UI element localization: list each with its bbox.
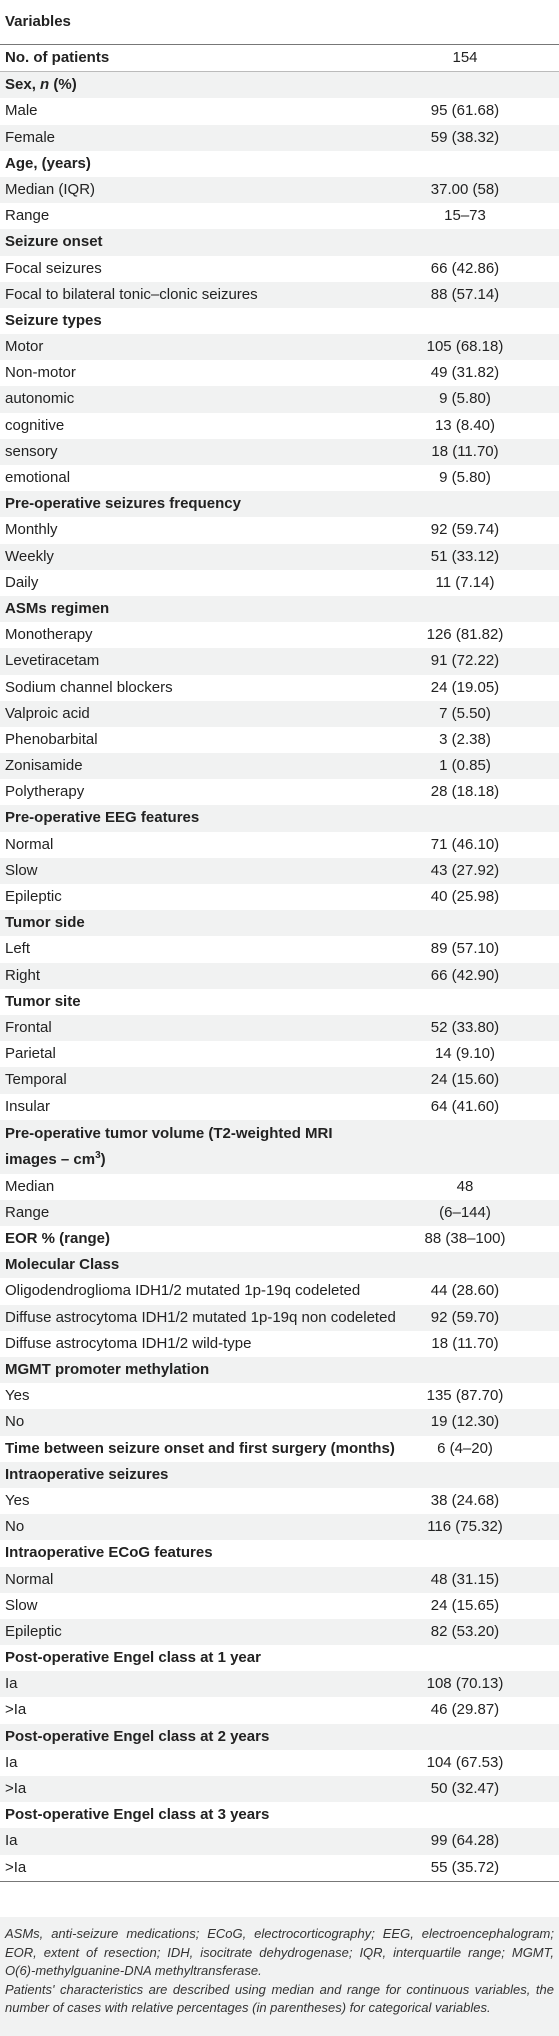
table-row	[0, 1462, 559, 1488]
row-label: Valproic acid	[5, 704, 90, 722]
row-value: 18 (11.70)	[431, 1334, 499, 1352]
row-value: 9 (5.80)	[439, 469, 491, 486]
table-row	[0, 256, 559, 282]
table-row	[0, 1067, 559, 1093]
row-label: Temporal	[5, 1071, 67, 1089]
row-label: Focal to bilateral tonic–clonic seizures	[5, 285, 258, 303]
row-label: Post-operative Engel class at 1 year	[5, 1649, 261, 1667]
row-label: Frontal	[5, 1018, 52, 1036]
row-label: Insular	[5, 1097, 51, 1115]
row-value: 64 (41.60)	[430, 1097, 500, 1115]
table-row	[0, 282, 559, 308]
table-row	[0, 1331, 559, 1357]
row-value: 92 (59.74)	[430, 521, 500, 539]
table-row	[0, 517, 559, 543]
table-row	[0, 727, 559, 753]
table-row	[0, 1200, 559, 1226]
row-value: 88 (38–100)	[424, 1230, 506, 1248]
row-value: 46 (29.87)	[430, 1701, 500, 1719]
table-row	[0, 334, 559, 360]
table-row	[0, 596, 559, 622]
row-value: 51 (33.12)	[430, 547, 500, 565]
row-value: 40 (25.98)	[430, 888, 500, 905]
row-label: Time between seizure onset and first surgery (months)	[5, 1439, 395, 1457]
table-row	[0, 1357, 559, 1383]
table-row	[0, 413, 559, 439]
table-row	[0, 622, 559, 648]
row-label: Right	[5, 966, 41, 984]
row-label: EOR % (range)	[5, 1230, 111, 1248]
table-row	[0, 648, 559, 674]
table-row	[0, 177, 559, 203]
row-value: 52 (33.80)	[430, 1018, 500, 1036]
table-row	[0, 701, 559, 727]
row-label: No	[5, 1413, 25, 1431]
table-row	[0, 45, 559, 71]
table-row	[0, 1436, 559, 1462]
row-label: Ia	[5, 1753, 18, 1771]
row-label: Tumor side	[5, 914, 85, 932]
row-value: 38 (24.68)	[430, 1491, 500, 1509]
row-value: 9 (5.80)	[439, 390, 491, 408]
row-label: cognitive	[5, 416, 65, 434]
row-label: Daily	[5, 573, 39, 591]
table-row	[0, 753, 559, 779]
table-row	[0, 544, 559, 570]
table-row	[0, 439, 559, 465]
row-label: Pre-operative tumor volume (T2-weighted MRI images – $cm^3$)	[5, 1124, 333, 1168]
row-label: Yes	[5, 1387, 30, 1405]
table-row	[0, 858, 559, 884]
table-row	[0, 1776, 559, 1802]
table-row	[0, 1645, 559, 1671]
table-row	[0, 910, 559, 936]
row-value: 24 (19.05)	[430, 678, 500, 696]
footnote-abbreviations: ASMs, anti-seizure medications; ECoG, electrocorticography; EEG, electroencephalogram; EOR, extent of resection; IDH, isocitrate dehydrogenase; IQR, interquartile range; MGMT, O(6)-methylguanine-DNA methyltransferase.	[5, 1926, 554, 1978]
row-label: Female	[5, 128, 56, 146]
table-row	[0, 805, 559, 831]
header-variables: Variables	[5, 13, 71, 30]
row-label: Male	[5, 102, 38, 120]
table-row	[0, 1750, 559, 1776]
row-value: 13 (8.40)	[434, 416, 496, 434]
row-label: Non-motor	[5, 364, 76, 382]
table-row	[0, 1828, 559, 1854]
row-label: Normal	[5, 1570, 54, 1588]
row-value: (6–144)	[439, 1203, 491, 1221]
row-label: Age, (years)	[5, 154, 91, 172]
row-value: 48	[456, 1177, 474, 1195]
row-label: Median	[5, 1177, 55, 1195]
row-value: 66 (42.86)	[430, 259, 500, 277]
row-value: 89 (57.10)	[430, 940, 500, 958]
table-row	[0, 98, 559, 124]
row-label: Range	[5, 1203, 50, 1221]
row-label: autonomic	[5, 390, 75, 408]
table-row	[0, 779, 559, 805]
row-label: Ia	[5, 1675, 18, 1693]
row-value: 50 (32.47)	[430, 1780, 500, 1797]
row-label: Monthly	[5, 521, 58, 539]
table-row	[0, 963, 559, 989]
table-row	[0, 1855, 559, 1881]
table-row	[0, 151, 559, 177]
table-row	[0, 125, 559, 151]
row-value: 7 (5.50)	[439, 704, 491, 722]
row-value: 18 (11.70)	[431, 442, 499, 460]
row-label: Ia	[5, 1832, 18, 1850]
table-row	[0, 1409, 559, 1435]
row-label: Median (IQR)	[5, 180, 96, 198]
table-row	[0, 1015, 559, 1041]
row-label: Weekly	[5, 547, 54, 565]
row-label: Pre-operative seizures frequency	[5, 495, 241, 513]
row-label: >Ia	[5, 1701, 27, 1719]
table-row	[0, 884, 559, 910]
table-row	[0, 1041, 559, 1067]
row-label: >Ia	[5, 1780, 27, 1797]
row-label: >Ia	[5, 1858, 27, 1876]
row-value: 43 (27.92)	[430, 861, 500, 879]
row-label: Phenobarbital	[5, 730, 98, 748]
table-row	[0, 832, 559, 858]
table-row	[0, 1120, 559, 1174]
table-row	[0, 1252, 559, 1278]
table-row	[0, 203, 559, 229]
row-label: Oligodendroglioma IDH1/2 mutated 1p-19q codeleted	[5, 1282, 361, 1300]
row-label: Pre-operative EEG features	[5, 809, 200, 827]
row-value: 15–73	[444, 207, 486, 225]
row-value: 108 (70.13)	[426, 1675, 504, 1693]
row-label: Molecular Class	[5, 1256, 120, 1274]
row-value: 19 (12.30)	[430, 1413, 500, 1431]
row-label: Seizure types	[5, 311, 102, 329]
row-value: 91 (72.22)	[430, 652, 500, 670]
row-value: 11 (7.14)	[435, 573, 495, 591]
table-row	[0, 1802, 559, 1828]
table-row	[0, 1488, 559, 1514]
row-value: 6 (4–20)	[437, 1439, 493, 1457]
row-value: 99 (64.28)	[430, 1832, 500, 1850]
row-value: 24 (15.60)	[430, 1071, 500, 1089]
row-value: 154	[452, 49, 478, 66]
row-label: Monotherapy	[5, 626, 93, 644]
row-value: 28 (18.18)	[430, 783, 500, 801]
row-label: Diffuse astrocytoma IDH1/2 mutated 1p-19q non codeleted	[5, 1308, 396, 1326]
table-row	[0, 491, 559, 517]
row-label: Diffuse astrocytoma IDH1/2 wild-type	[5, 1334, 252, 1352]
table-row	[0, 1383, 559, 1409]
footnote-note: Patients' characteristics are described using median and range for continuous variables, the number of cases with relative percentages (in parentheses) for categorical variables.	[5, 1981, 554, 2015]
table-row	[0, 989, 559, 1015]
row-value: 135 (87.70)	[426, 1387, 504, 1405]
table-row	[0, 229, 559, 255]
row-label: Epileptic	[5, 888, 62, 905]
row-value: 55 (35.72)	[430, 1858, 500, 1876]
table-row	[0, 1567, 559, 1593]
table-header	[0, 0, 559, 44]
row-value: 59 (38.32)	[430, 128, 500, 146]
table-row	[0, 360, 559, 386]
row-label: Polytherapy	[5, 783, 85, 801]
row-label: Intraoperative ECoG features	[5, 1544, 213, 1562]
row-label: Yes	[5, 1491, 30, 1509]
table-row	[0, 72, 559, 98]
row-label: Slow	[5, 1596, 38, 1614]
table-row	[0, 1593, 559, 1619]
table-row	[0, 570, 559, 596]
row-value: 37.00 (58)	[430, 180, 500, 198]
table-row	[0, 1226, 559, 1252]
row-label: Seizure onset	[5, 233, 103, 251]
row-value: 71 (46.10)	[430, 835, 500, 853]
row-label: emotional	[5, 469, 71, 486]
row-label: Levetiracetam	[5, 652, 100, 670]
row-value: 82 (53.20)	[430, 1622, 500, 1640]
row-label: No	[5, 1518, 25, 1536]
row-label: Sodium channel blockers	[5, 678, 173, 696]
row-label: Zonisamide	[5, 757, 83, 775]
table-row	[0, 1724, 559, 1750]
table-row	[0, 386, 559, 412]
row-value: 95 (61.68)	[430, 102, 500, 120]
table-row	[0, 308, 559, 334]
row-value: 24 (15.65)	[430, 1596, 500, 1614]
table-row	[0, 1540, 559, 1566]
table-bottom-rule	[0, 1881, 559, 1882]
table-row	[0, 1671, 559, 1697]
table-row	[0, 936, 559, 962]
row-label: Sex, n (%)	[5, 76, 77, 94]
row-value: 116 (75.32)	[427, 1518, 503, 1536]
row-value: 49 (31.82)	[430, 364, 500, 382]
row-label: Epileptic	[5, 1622, 62, 1640]
row-label: MGMT promoter methylation	[5, 1361, 210, 1378]
row-label: Post-operative Engel class at 3 years	[5, 1806, 270, 1824]
row-value: 104 (67.53)	[426, 1753, 504, 1771]
row-label: sensory	[5, 442, 58, 460]
row-label: Range	[5, 207, 50, 225]
row-value: 14 (9.10)	[434, 1045, 496, 1063]
row-label: Normal	[5, 835, 54, 853]
row-label: Motor	[5, 338, 44, 356]
row-label: Slow	[5, 861, 38, 879]
row-value: 105 (68.18)	[426, 338, 504, 356]
row-value: 92 (59.70)	[430, 1308, 500, 1326]
row-label: Focal seizures	[5, 259, 102, 277]
row-value: 1 (0.85)	[439, 757, 491, 775]
row-label: Intraoperative seizures	[5, 1465, 169, 1483]
table-row	[0, 1174, 559, 1200]
row-value: 48 (31.15)	[430, 1570, 500, 1588]
table-footnote	[0, 1917, 559, 2036]
row-value: 126 (81.82)	[426, 626, 504, 644]
row-label: No. of patients	[5, 49, 110, 66]
table-row	[0, 1278, 559, 1304]
table-row	[0, 1514, 559, 1540]
table-body	[0, 45, 559, 1882]
row-value: 44 (28.60)	[430, 1282, 500, 1300]
table-row	[0, 675, 559, 701]
table-row	[0, 465, 559, 491]
row-value: 3 (2.38)	[439, 730, 491, 748]
row-value: 66 (42.90)	[430, 966, 500, 984]
row-label: Parietal	[5, 1045, 56, 1063]
table-row	[0, 1697, 559, 1723]
row-label: ASMs regimen	[5, 599, 110, 617]
row-value: 88 (57.14)	[430, 285, 500, 303]
table-row	[0, 1305, 559, 1331]
table-row	[0, 1094, 559, 1120]
row-label: Left	[5, 940, 31, 958]
table-row	[0, 1619, 559, 1645]
row-label: Tumor site	[5, 992, 81, 1010]
row-label: Post-operative Engel class at 2 years	[5, 1727, 270, 1745]
